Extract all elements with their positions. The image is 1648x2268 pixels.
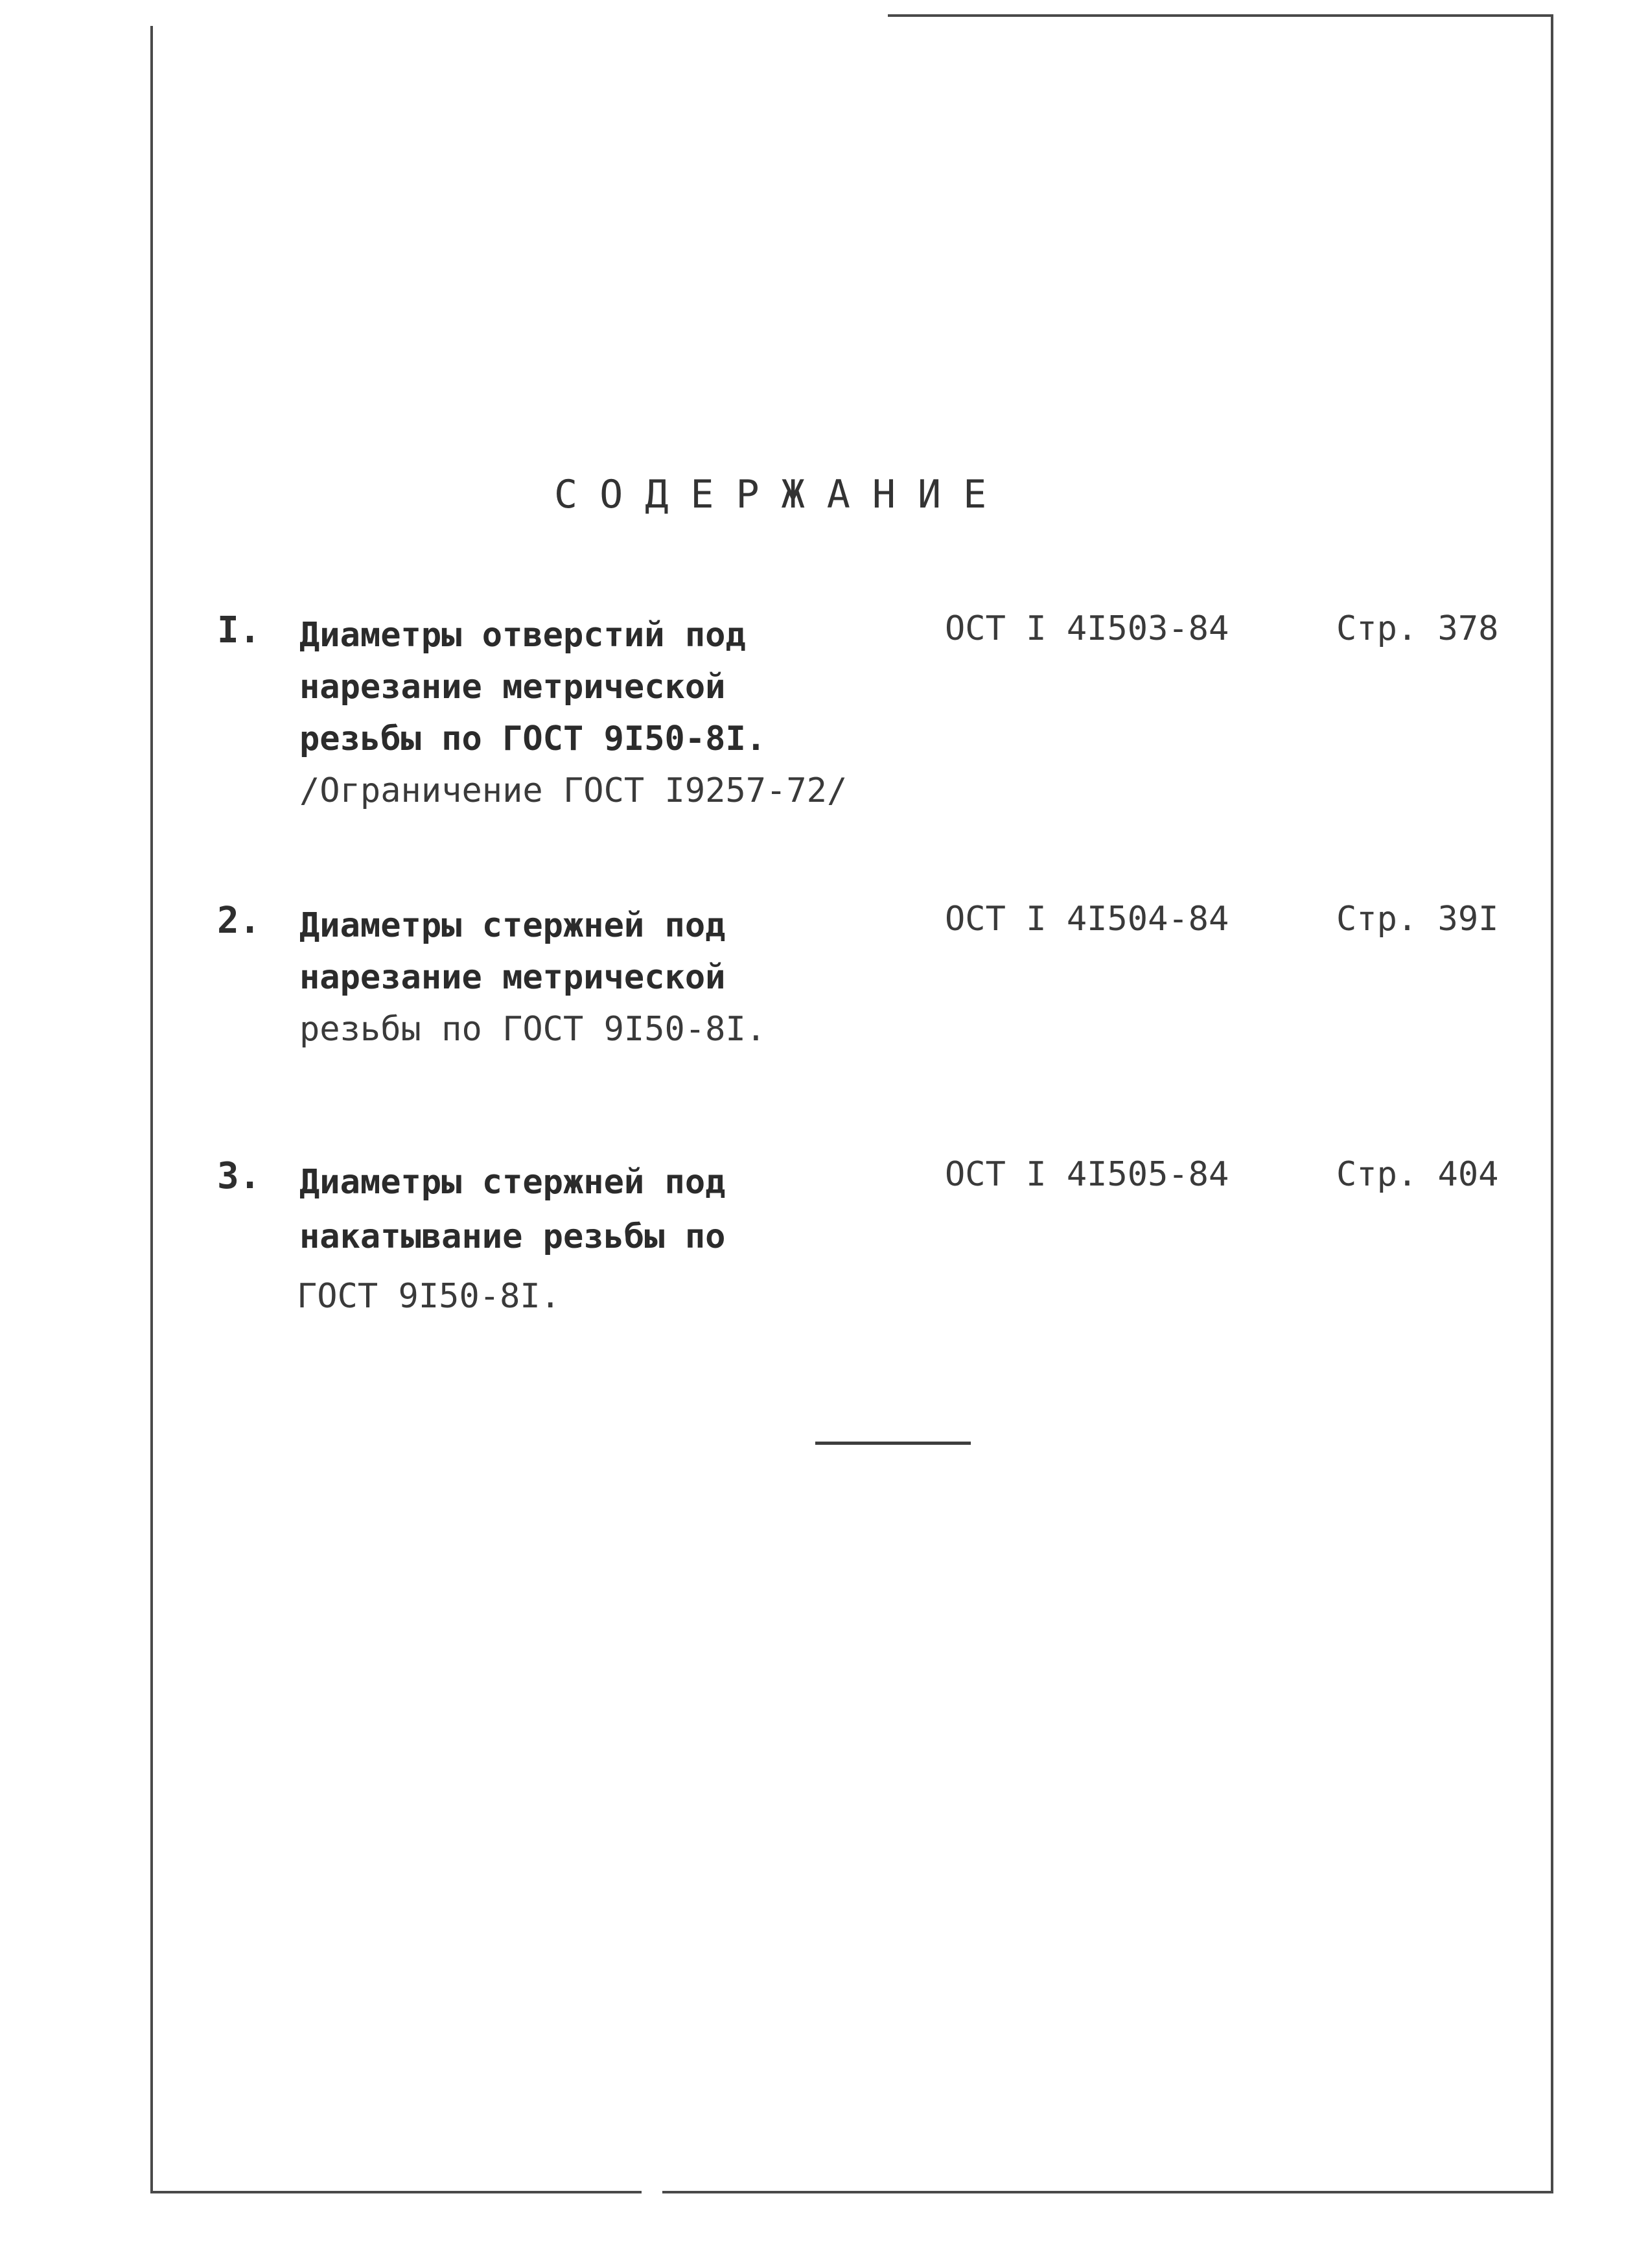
toc-item-description [299,609,896,817]
frame-bottom-gap [642,2188,662,2196]
toc-item-line: резьбы по ГОСТ 9I50-8I. [299,719,767,758]
toc-item-line: Диаметры стержней под [299,1163,726,1202]
toc-item-page: Стр. 39I [1336,900,1499,939]
toc-item-line: /Ограничение ГОСТ I9257-72/ [299,771,848,810]
toc-item-page: Стр. 378 [1336,609,1499,648]
toc-item-line: накатывание резьбы по [299,1217,726,1256]
toc-item-line: нарезание метрической [299,958,726,997]
toc-item-standard: ОСТ I 4I503-84 [945,609,1229,648]
page-title: СОДЕРЖАНИЕ [554,472,1009,517]
frame-bottom-border [150,2191,1553,2193]
toc-item-description [299,900,896,1055]
frame-top-border [888,14,1552,17]
frame-right-border [1551,14,1553,2193]
toc-item-line: резьбы по ГОСТ 9I50-8I. [299,1010,767,1049]
toc-item-line: ГОСТ 9I50-8I. [297,1277,561,1316]
frame-left-border [150,26,153,2191]
toc-item-number: 2. [217,900,261,942]
toc-item-line: Диаметры отверстий под [299,616,746,655]
toc-item-page: Стр. 404 [1336,1155,1499,1194]
toc-item-number: I. [217,609,261,651]
toc-item-number: 3. [217,1155,261,1197]
toc-item-line: Диаметры стержней под [299,906,726,945]
toc-item-standard: ОСТ I 4I505-84 [945,1155,1229,1194]
toc-item-line: нарезание метрической [299,668,726,707]
toc-item-description [299,1155,896,1324]
end-divider [815,1442,971,1445]
toc-item-standard: ОСТ I 4I504-84 [945,900,1229,939]
